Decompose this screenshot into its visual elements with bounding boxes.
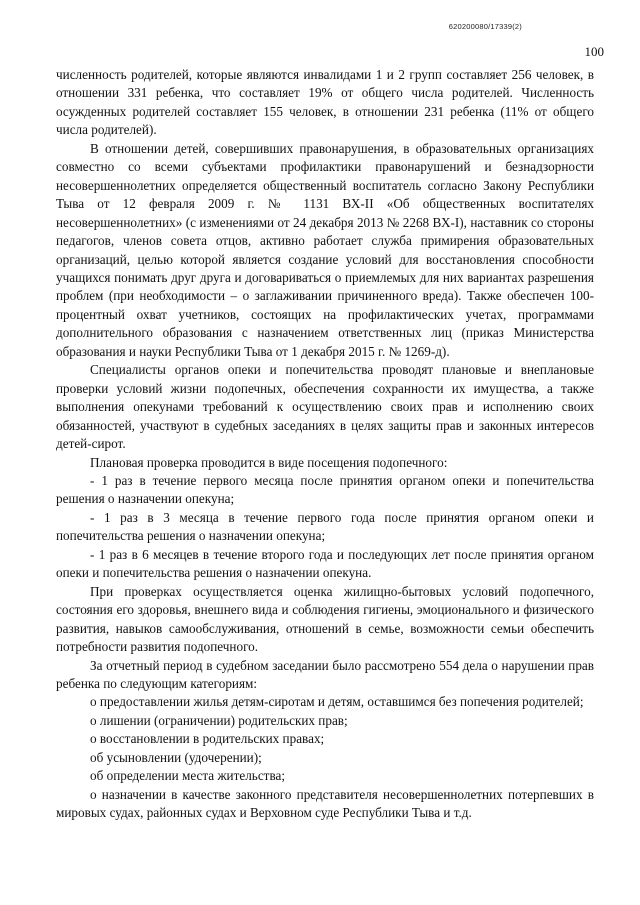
list-item: о назначении в качестве законного представителя несовершеннолетних потерпевших в мировых судах, районных судах и Верховном суде Республики Тыва и т.д. xyxy=(56,786,594,821)
list-item: - 1 раз в течение первого месяца после принятия органом опеки и попечительства решения о назначении опекуна; xyxy=(56,472,594,507)
paragraph: При проверках осуществляется оценка жилищно-бытовых условий подопечного, состояния его здоровья, внешнего вида и соблюдения гигиены, эмоционального и физического развития, навыков самообслуживания, отношений в семье, возможности семьи обеспечить потребности развития подопечного. xyxy=(56,583,594,655)
list-item: - 1 раз в 6 месяцев в течение второго года и последующих лет после принятия органом опеки и попечительства решения о назначении опекуна. xyxy=(56,546,594,581)
paragraph: Плановая проверка проводится в виде посещения подопечного: xyxy=(90,454,448,470)
list-item: о восстановлении в родительских правах; xyxy=(90,731,325,747)
document-body xyxy=(56,66,594,823)
paragraph: В отношении детей, совершивших правонарушения, в образовательных организациях совместно со всеми субъектами профилактики правонарушений и безнадзорности несовершеннолетних определяется общественный воспитатель согласно Закону Республики Тыва от 12 февраля 2009 г. № 1131 ВХ-II «Об общественных воспитателях несовершеннолетних» (с изменениями от 24 декабря 2013 № 2268 ВХ-I), наставник со стороны педагогов, членов совета отцов, активно работает служба примирения образовательных организаций, целью которой является создание условий для восстановления способности учащихся понимать друг друга и договариваться о приемлемых для них вариантах разрешения проблем (при необходимости – о заглаживании причиненного вреда). Также обеспечен 100-процентный охват учетников, состоящих на профилактических учетах, программами дополнительного образования с назначением ответственных лиц (приказ Министерства образования и науки Республики Тыва от 1 декабря 2015 г. № 1269-д). xyxy=(56,140,594,359)
list-item: о лишении (ограничении) родительских прав; xyxy=(90,712,348,728)
paragraph: За отчетный период в судебном заседании было рассмотрено 554 дела о нарушении прав ребенка по следующим категориям: xyxy=(56,657,594,691)
paragraph: Специалисты органов опеки и попечительства проводят плановые и внеплановые проверки условий жизни подопечных, обеспечения сохранности их имущества, а также выполнения опекунами требований к осуществлению своих прав и исполнению своих обязанностей, участвуют в судебных заседаниях в целях защиты прав и законных интересов детей-сирот. xyxy=(56,362,594,452)
page-number: 100 xyxy=(584,44,604,59)
list-item: о предоставлении жилья детям-сиротам и детям, оставшимся без попечения родителей; xyxy=(90,694,584,710)
paragraph: численность родителей, которые являются инвалидами 1 и 2 групп составляет 256 человек, в отношении 331 ребенка, что составляет 19% от общего числа родителей. Численность осужденных родителей составляет 155 человек, в отношении 231 ребенка (11% от общего числа родителей). xyxy=(56,67,594,138)
document-code: 620200080/17339(2) xyxy=(448,22,522,31)
list-item: - 1 раз в 3 месяца в течение первого года после принятия органом опеки и попечительства решения о назначении опекуна; xyxy=(56,509,594,544)
list-item: об усыновлении (удочерении); xyxy=(90,749,262,765)
list-item: об определении места жительства; xyxy=(90,768,286,784)
